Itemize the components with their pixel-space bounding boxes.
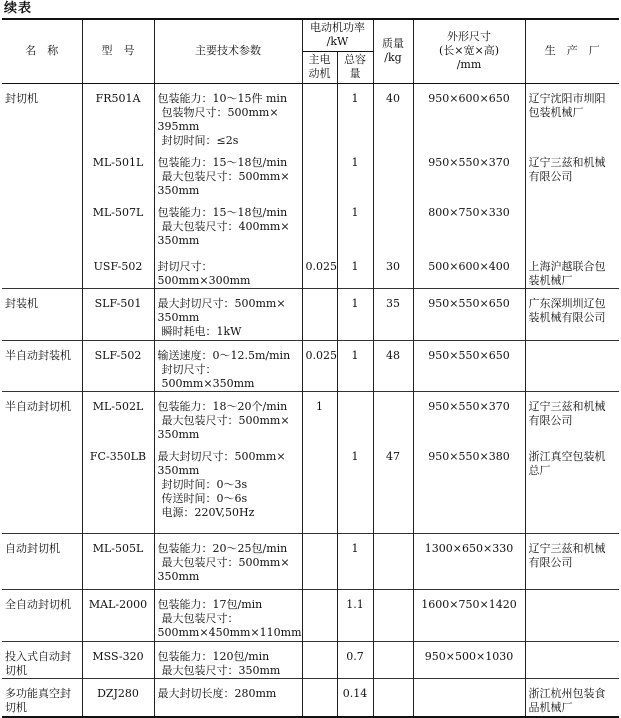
mass-cell bbox=[373, 391, 413, 442]
param-line: 封切时间：≤2s bbox=[161, 133, 239, 147]
dims-cell: 500×600×400 bbox=[413, 252, 525, 289]
mass-cell bbox=[373, 642, 413, 679]
table-row bbox=[2, 679, 619, 717]
mass-cell bbox=[373, 198, 413, 252]
header-params: 主要技术参数 bbox=[154, 19, 302, 83]
mass-cell bbox=[373, 679, 413, 717]
model-cell: ML-507L bbox=[82, 198, 154, 252]
header-power: 电动机功率 /kW bbox=[302, 19, 373, 51]
dims-cell: 950×500×1030 bbox=[413, 642, 525, 679]
mass-cell: 47 bbox=[373, 442, 413, 534]
param-line: 输送速度：0～12.5m/min bbox=[157, 348, 291, 362]
total-cell: 1 bbox=[337, 340, 373, 391]
model-cell: DZJ280 bbox=[82, 679, 154, 717]
param-line: 最大包装尺寸：400mm× bbox=[161, 219, 290, 233]
product-name: 全自动封切机 bbox=[2, 590, 82, 642]
table-row bbox=[2, 391, 619, 442]
table-row bbox=[2, 340, 619, 391]
param-line: 包装物尺寸：500mm× bbox=[161, 105, 279, 119]
total-cell: 1 bbox=[337, 252, 373, 289]
mass-cell: 48 bbox=[373, 340, 413, 391]
header-dims: 外形尺寸 (长×宽×高) /mm bbox=[413, 19, 525, 83]
param-line: 350mm bbox=[157, 570, 200, 583]
model-cell: SLF-501 bbox=[82, 288, 154, 340]
param-line: 封切时间：0～3s bbox=[161, 477, 248, 491]
product-name: 多功能真空封切机 bbox=[2, 679, 82, 717]
main-cell bbox=[302, 148, 337, 198]
params-cell bbox=[154, 340, 302, 391]
maker-cell: 广东深圳圳辽包装机械有限公司 bbox=[525, 288, 619, 340]
dims-cell: 950×550×650 bbox=[413, 340, 525, 391]
param-line: 395mm bbox=[157, 119, 200, 133]
maker-cell: 辽宁三兹和机械有限公司 bbox=[525, 534, 619, 590]
params-cell bbox=[154, 391, 302, 442]
mass-cell: 30 bbox=[373, 252, 413, 289]
table-body bbox=[2, 83, 619, 717]
table-row bbox=[2, 590, 619, 642]
model-cell: FC-350LB bbox=[82, 442, 154, 534]
model-cell: MSS-320 bbox=[82, 642, 154, 679]
dims-cell: 950×550×380 bbox=[413, 442, 525, 534]
param-line: 最大封切尺寸：500mm× bbox=[157, 449, 286, 463]
dims-cell: 950×550×370 bbox=[413, 148, 525, 198]
mass-cell bbox=[373, 590, 413, 642]
total-cell: 1 bbox=[337, 442, 373, 534]
header-name: 名 称 bbox=[2, 19, 82, 83]
total-cell bbox=[337, 391, 373, 442]
model-cell: MAL-2000 bbox=[82, 590, 154, 642]
mass-cell: 40 bbox=[373, 83, 413, 148]
model-cell: USF-502 bbox=[82, 252, 154, 289]
param-line: 最大包装尺寸： bbox=[161, 612, 239, 625]
model-cell: SLF-502 bbox=[82, 340, 154, 391]
dims-cell: 800×750×330 bbox=[413, 198, 525, 252]
params-cell bbox=[154, 642, 302, 679]
param-line: 350mm bbox=[157, 310, 200, 324]
table-row bbox=[2, 148, 619, 198]
mass-cell bbox=[373, 148, 413, 198]
main-cell bbox=[302, 679, 337, 717]
model-cell: ML-502L bbox=[82, 391, 154, 442]
product-name: 投入式自动封切机 bbox=[2, 642, 82, 679]
param-line: 包装能力：20～25包/min bbox=[157, 542, 288, 555]
param-line: 封切尺寸：500mm×300mm bbox=[157, 259, 251, 287]
total-cell: 1.1 bbox=[337, 590, 373, 642]
main-cell bbox=[302, 83, 337, 148]
total-cell: 0.7 bbox=[337, 642, 373, 679]
table-row bbox=[2, 83, 619, 148]
table-row bbox=[2, 442, 619, 534]
param-line: 电源：220V,50Hz bbox=[161, 505, 255, 519]
dims-cell: 1300×650×330 bbox=[413, 534, 525, 590]
total-cell: 1 bbox=[337, 83, 373, 148]
main-cell bbox=[302, 642, 337, 679]
table-row bbox=[2, 288, 619, 340]
maker-cell: 辽宁三兹和机械有限公司 bbox=[525, 148, 619, 252]
table-caption: 续表 bbox=[4, 1, 33, 16]
main-cell: 1 bbox=[302, 391, 337, 442]
param-line: 350mm bbox=[157, 183, 200, 197]
header-maker: 生 产 厂 bbox=[525, 19, 619, 83]
main-cell bbox=[302, 442, 337, 534]
total-cell: 0.14 bbox=[337, 679, 373, 717]
product-name: 封装机 bbox=[2, 288, 82, 340]
param-line: 包装能力：15～18包/min bbox=[157, 205, 288, 219]
header-main-motor: 主电 动机 bbox=[302, 51, 337, 83]
main-cell bbox=[302, 534, 337, 590]
product-name: 自动封切机 bbox=[2, 534, 82, 590]
maker-cell bbox=[525, 340, 619, 391]
product-name: 半自动封装机 bbox=[2, 340, 82, 391]
mass-cell: 35 bbox=[373, 288, 413, 340]
maker-cell: 浙江杭州包装食品机械厂 bbox=[525, 679, 619, 717]
total-cell: 1 bbox=[337, 288, 373, 340]
dims-cell bbox=[413, 679, 525, 717]
param-line: 最大封切尺寸：500mm× bbox=[157, 296, 286, 310]
main-cell bbox=[302, 288, 337, 340]
params-cell bbox=[154, 679, 302, 717]
product-name: 封切机 bbox=[2, 83, 82, 288]
params-cell bbox=[154, 288, 302, 340]
maker-cell: 辽宁三兹和机械有限公司 bbox=[525, 391, 619, 442]
main-cell: 0.025 bbox=[302, 340, 337, 391]
param-line: 350mm bbox=[157, 463, 200, 477]
param-line: 500mm×450mm×110mm bbox=[157, 626, 302, 639]
param-line: 最大包装尺寸：350mm bbox=[161, 664, 281, 677]
header-mass: 质量 /kg bbox=[373, 19, 413, 83]
param-line: 350mm bbox=[157, 427, 200, 441]
param-line: 包装能力：18～20个/min bbox=[157, 399, 288, 413]
main-cell bbox=[302, 198, 337, 252]
param-line: 传送时间：0～6s bbox=[161, 491, 248, 505]
table-row bbox=[2, 534, 619, 590]
param-line: 包装能力：10～15件 min bbox=[157, 91, 288, 105]
product-name: 半自动封切机 bbox=[2, 391, 82, 534]
params-cell bbox=[154, 83, 302, 148]
param-line: 最大封切长度：280mm bbox=[157, 687, 277, 700]
maker-cell: 浙江真空包装机总厂 bbox=[525, 442, 619, 534]
param-line: 封切尺寸：500mm×350mm bbox=[161, 362, 255, 390]
params-cell bbox=[154, 534, 302, 590]
param-line: 最大包装尺寸：500mm× bbox=[161, 169, 290, 183]
maker-cell bbox=[525, 642, 619, 679]
header-total-capacity: 总容量 bbox=[337, 51, 373, 83]
table-row bbox=[2, 252, 619, 289]
total-cell: 1 bbox=[337, 198, 373, 252]
param-line: 包装能力：17包/min bbox=[157, 598, 263, 611]
param-line: 瞬时耗电：1kW bbox=[161, 324, 242, 338]
params-cell bbox=[154, 590, 302, 642]
dims-cell: 950×550×650 bbox=[413, 288, 525, 340]
mass-cell bbox=[373, 534, 413, 590]
param-line: 350mm bbox=[157, 233, 200, 247]
param-line: 包装能力：120包/min bbox=[157, 650, 270, 663]
spec-table bbox=[2, 18, 619, 718]
maker-cell: 上海沪越联合包装机械厂 bbox=[525, 252, 619, 289]
model-cell: ML-501L bbox=[82, 148, 154, 198]
total-cell: 1 bbox=[337, 148, 373, 198]
dims-cell: 950×600×650 bbox=[413, 83, 525, 148]
header-model: 型 号 bbox=[82, 19, 154, 83]
params-cell bbox=[154, 442, 302, 534]
param-line: 最大包装尺寸：500mm× bbox=[161, 556, 290, 569]
model-cell: ML-505L bbox=[82, 534, 154, 590]
dims-cell: 1600×750×1420 bbox=[413, 590, 525, 642]
maker-cell: 辽宁沈阳市圳阳包装机械厂 bbox=[525, 83, 619, 148]
params-cell bbox=[154, 148, 302, 198]
params-cell bbox=[154, 198, 302, 252]
dims-cell: 950×550×370 bbox=[413, 391, 525, 442]
main-cell bbox=[302, 590, 337, 642]
params-cell bbox=[154, 252, 302, 289]
table-row bbox=[2, 642, 619, 679]
model-cell: FR501A bbox=[82, 83, 154, 148]
param-line: 最大包装尺寸：500mm× bbox=[161, 413, 290, 427]
main-cell: 0.025 bbox=[302, 252, 337, 289]
param-line: 包装能力：15～18包/min bbox=[157, 155, 288, 169]
maker-cell bbox=[525, 590, 619, 642]
total-cell: 1 bbox=[337, 534, 373, 590]
